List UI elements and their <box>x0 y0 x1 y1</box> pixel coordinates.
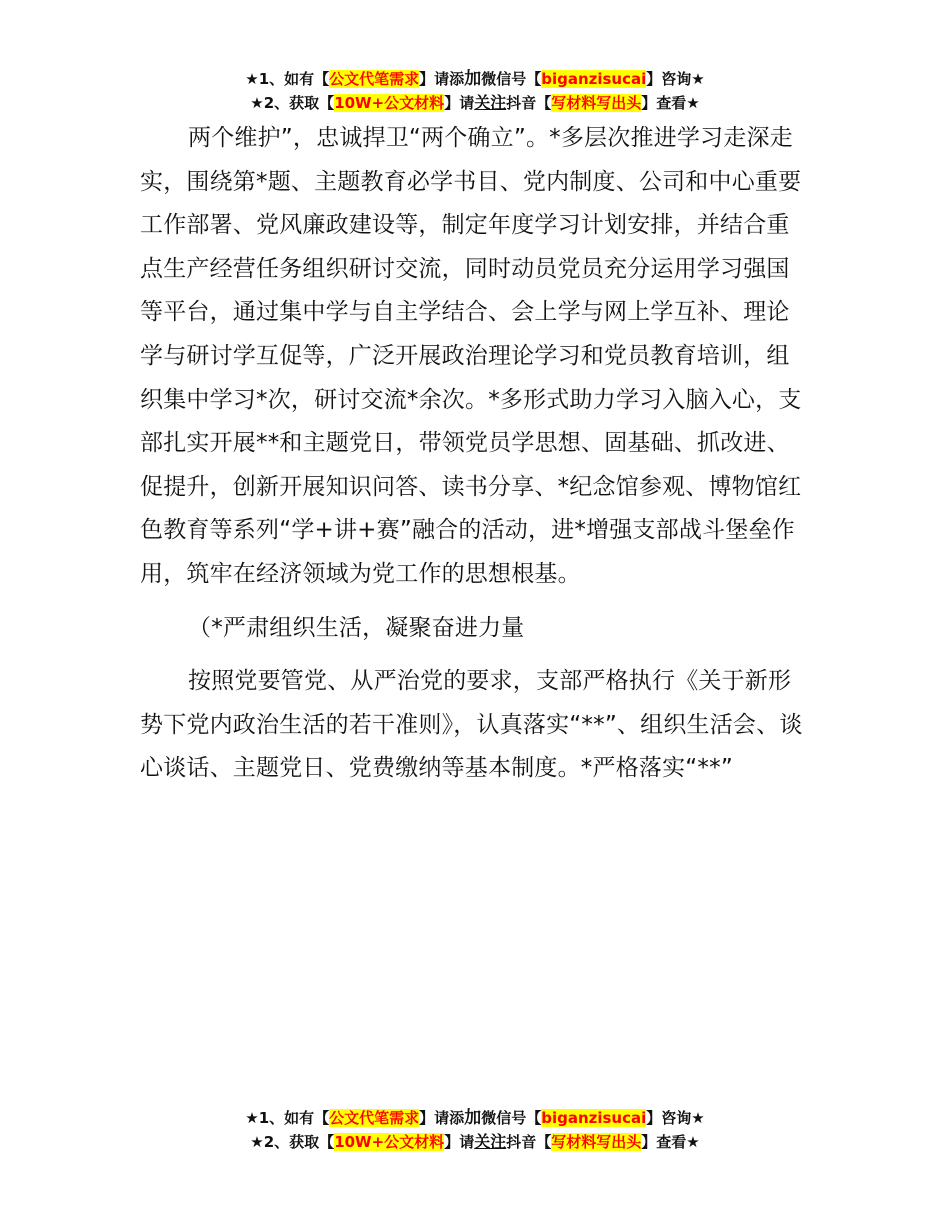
body-paragraph-2: 按照党要管党、从严治党的要求，支部严格执行《关于新形势下党内政治生活的若干准则》，认真落实“**”、组织生活会、谈心谈话、主题党日、党费缴纳等基本制度。*严格落实“**” <box>140 668 803 782</box>
footer-line-1-middle-2: 微信号【 <box>481 1109 542 1127</box>
footer-line-2-prefix: ★2、获取【 <box>250 1133 335 1151</box>
footer-highlight-douyin-account: 写材料写出头 <box>551 1133 642 1151</box>
footer-line-2-middle-2: 抖音【 <box>506 1133 552 1151</box>
section-heading: （*严肃组织生活，凝聚奋进力量 <box>188 614 525 641</box>
banner-follow-word: 关注 <box>474 93 507 112</box>
footer-line-2-suffix: 】查看★ <box>641 1133 700 1151</box>
header-banner <box>0 68 950 115</box>
banner-line-2-prefix: ★2、获取【 <box>250 94 335 112</box>
banner-line-1-suffix: 】咨询★ <box>646 70 705 88</box>
footer-banner-line-2 <box>0 1130 950 1154</box>
banner-line-1 <box>0 68 950 91</box>
footer-banner-line-1 <box>0 1107 950 1130</box>
document-body <box>140 117 812 791</box>
banner-line-2 <box>0 91 950 115</box>
footer-highlight-materials: 10W+公文材料 <box>334 1133 445 1151</box>
body-paragraph-1: 两个维护”，忠诚捍卫“两个确立”。*多层次推进学习走深走实，围绕第*题、主题教育必学书目、党内制度、公司和中心重要工作部署、党风廉政建设等，制定年度学习计划安排，并结合重点生产经营任务组织研讨交流，同时动员党员充分运用学习强国等平台，通过集中学与自主学结合、会上学与网上学互补、理论学与研讨学互促等，广泛开展政治理论学习和党员教育培训，组织集中学习*次，研讨交流*余次。*多形式助力学习入脑入心，支部扎实开展**和主题党日，带领党员学思想、固基础、抓改进、促提升，创新开展知识问答、读书分享、*纪念馆参观、博物馆红色教育等系列“学+讲+赛”融合的活动，进*增强支部战斗堡垒作用，筑牢在经济领域为党工作的思想根基。 <box>140 125 802 587</box>
banner-highlight-materials: 10W+公文材料 <box>334 94 445 112</box>
banner-add-word: 加 <box>464 69 482 89</box>
footer-line-1-middle: 】请添 <box>419 1109 465 1127</box>
footer-line-1-suffix: 】咨询★ <box>646 1109 705 1127</box>
banner-line-1-middle-2: 微信号【 <box>481 70 542 88</box>
banner-highlight-writing-service: 公文代笔需求 <box>329 70 420 88</box>
footer-highlight-writing-service: 公文代笔需求 <box>329 1109 420 1127</box>
footer-follow-word: 关注 <box>474 1132 507 1151</box>
banner-line-2-suffix: 】查看★ <box>641 94 700 112</box>
banner-line-1-prefix: ★1、如有【 <box>245 70 330 88</box>
footer-line-2-middle: 】请 <box>444 1133 475 1151</box>
footer-line-1-prefix: ★1、如有【 <box>245 1109 330 1127</box>
banner-line-2-middle-2: 抖音【 <box>506 94 552 112</box>
banner-line-1-middle: 】请添 <box>419 70 465 88</box>
banner-highlight-wechat-id: biganzisucai <box>541 70 647 88</box>
footer-add-word: 加 <box>464 1108 482 1128</box>
banner-line-2-middle: 】请 <box>444 94 475 112</box>
banner-highlight-douyin-account: 写材料写出头 <box>551 94 642 112</box>
footer-banner <box>0 1107 950 1154</box>
footer-highlight-wechat-id: biganzisucai <box>541 1109 647 1127</box>
